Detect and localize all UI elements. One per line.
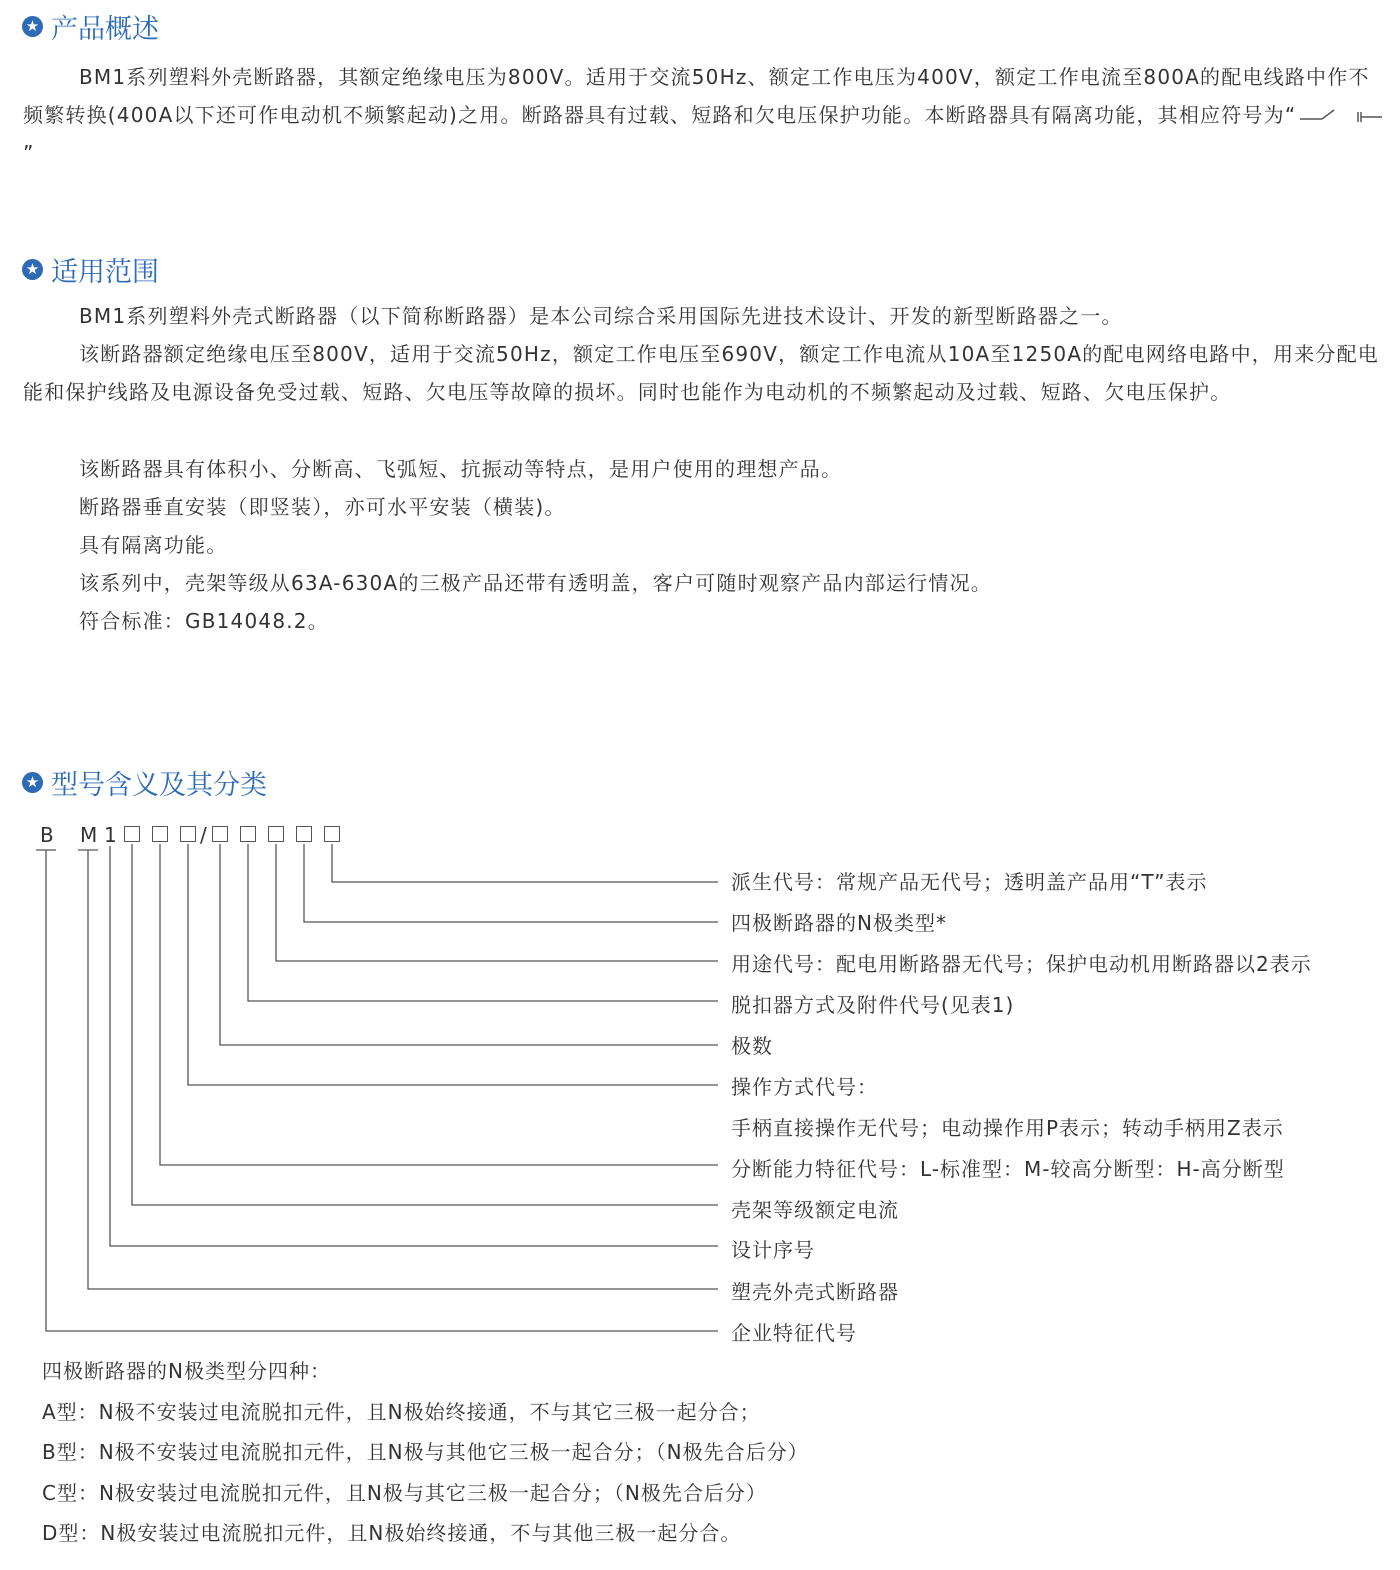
isolator-symbol-icon: [1296, 104, 1384, 126]
label-design-number: 设计序号: [731, 1238, 815, 1262]
overview-heading: [22, 8, 159, 44]
scope-paragraph-6: 该系列中，壳架等级从63A-630A的三极产品还带有透明盖，客户可随时观察产品内部运行情况。: [79, 571, 992, 595]
n-pole-type-c: C型：N极安装过电流脱扣元件，且N极与其它三极一起合分；（N极先合后分）: [42, 1481, 767, 1505]
overview-paragraph: BM1系列塑料外壳断路器，其额定绝缘电压为800V。适用于交流50Hz、额定工作电压为400V，额定工作电流至800A的配电线路中作不频繁转换(400A以下还可作电动机不频繁起动)之用。断路器具有过载、短路和欠电压保护功能。本断路器具有隔离功能，其相应符号为“”: [23, 58, 1385, 172]
scope-paragraph-4: 断路器垂直安装（即竖装），亦可水平安装（横装)。: [79, 495, 566, 519]
scope-paragraph-1: BM1系列塑料外壳式断路器（以下简称断路器）是本公司综合采用国际先进技术设计、开发的新型断路器之一。: [79, 304, 1123, 328]
n-pole-type-d: D型：N极安装过电流脱扣元件，且N极始终接通，不与其他三极一起分合。: [42, 1521, 742, 1545]
overview-title: 产品概述: [51, 13, 159, 45]
overview-text: BM1系列塑料外壳断路器，其额定绝缘电压为800V。适用于交流50Hz、额定工作电压为400V，额定工作电流至800A的配电线路中作不频繁转换(400A以下还可作电动机不频繁起动)之用。断路器具有过载、短路和欠电压保护功能。本断路器具有隔离功能，其相应符号为: [23, 65, 1370, 127]
label-poles: 极数: [731, 1034, 773, 1058]
label-frame-current: 壳架等级额定电流: [731, 1198, 899, 1222]
n-pole-type-b: B型：N极不安装过电流脱扣元件，且N极与其他它三极一起合分；（N极先合后分）: [42, 1440, 809, 1464]
label-company-code: 企业特征代号: [731, 1321, 857, 1345]
scope-paragraph-7: 符合标准：GB14048.2。: [79, 609, 329, 633]
scope-heading: [22, 251, 159, 287]
model-char-b: B: [40, 823, 54, 847]
model-char-m: M: [80, 823, 98, 847]
model-title: 型号含义及其分类: [51, 769, 267, 801]
label-operation-detail: 手柄直接操作无代号；电动操作用P表示；转动手柄用Z表示: [731, 1116, 1284, 1140]
label-n-pole-type: 四极断路器的N极类型*: [731, 911, 947, 935]
label-operation-code: 操作方式代号：: [731, 1075, 878, 1099]
label-mccb: 塑壳外壳式断路器: [731, 1280, 899, 1304]
model-heading: [22, 764, 267, 800]
scope-paragraph-5: 具有隔离功能。: [79, 533, 228, 557]
label-derived-code: 派生代号：常规产品无代号；透明盖产品用“T”表示: [731, 870, 1208, 894]
label-breaking-capacity: 分断能力特征代号：L-标准型：M-较高分断型：H-高分断型: [731, 1157, 1285, 1181]
scope-paragraph-2: 该断路器额定绝缘电压至800V，适用于交流50Hz，额定工作电压至690V，额定工作电流从10A至1250A的配电网络电路中，用来分配电能和保护线路及电源设备免受过载、短路、欠电压等故障的损坏。同时也能作为电动机的不频繁起动及过载、短路、欠电压保护。: [23, 342, 1380, 404]
model-char-1: 1: [104, 823, 117, 847]
star-icon: ★: [22, 259, 43, 280]
scope-paragraph-3: 该断路器具有体积小、分断高、飞弧短、抗振动等特点，是用户使用的理想产品。: [79, 457, 843, 481]
model-slash: /: [200, 823, 207, 847]
model-code-diagram: [0, 815, 740, 1345]
n-pole-note-title: 四极断路器的N极类型分四种：: [42, 1359, 331, 1383]
label-usage-code: 用途代号：配电用断路器无代号；保护电动机用断路器以2表示: [731, 952, 1312, 976]
star-icon: ★: [22, 16, 43, 37]
scope-title: 适用范围: [51, 256, 159, 288]
label-release-code: 脱扣器方式及附件代号(见表1): [731, 993, 1015, 1017]
n-pole-type-a: A型：N极不安装过电流脱扣元件，且N极始终接通，不与其它三极一起分合；: [42, 1400, 761, 1424]
star-icon: ★: [22, 772, 43, 793]
